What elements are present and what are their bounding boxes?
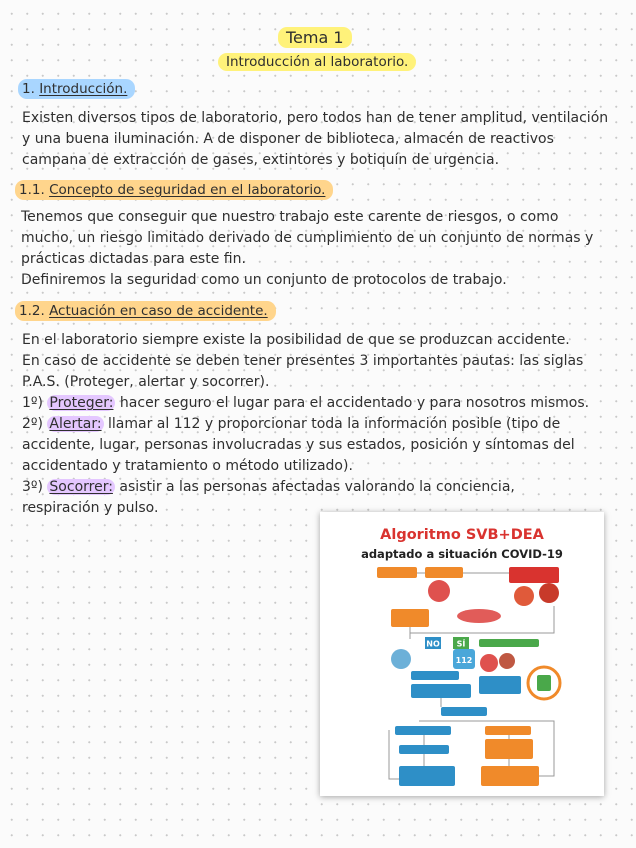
flowchart-diagram [329, 521, 595, 787]
text-line: respiración y pulso. [22, 500, 159, 516]
figure-title: Algoritmo SVB+DEA [380, 527, 544, 543]
flow-box [509, 567, 559, 583]
section-number: 1.1. [19, 182, 45, 198]
step-protect: 1º) Proteger: hacer seguro el lugar para el accidentado y para nosotros mismos. [22, 395, 590, 411]
flow-box [399, 745, 449, 754]
flow-box [399, 766, 455, 786]
flow-box [425, 567, 463, 578]
flow-box [391, 609, 429, 627]
virus-illustration [480, 654, 498, 672]
text-line: y una buena iluminación. A de disponer de biblioteca, almacén de reactivos [22, 131, 554, 147]
step-alert: 2º) Alertar: llamar al 112 y proporcionar toda la información posible (tipo de [22, 416, 561, 432]
step-help: 3º) Socorrer: asistir a las personas afectadas valorando la conciencia, [22, 479, 515, 495]
section-heading-accident [15, 301, 276, 321]
flow-box [481, 766, 539, 786]
person-illustration [391, 649, 411, 669]
text-line: Existen diversos tipos de laboratorio, pero todos han de tener amplitud, ventilación [22, 110, 609, 126]
step-label: Socorrer: [49, 479, 113, 495]
section-title: Introducción. [39, 81, 128, 97]
text-line: prácticas dictadas para este fin. [21, 251, 246, 267]
text-line: Definiremos la seguridad como un conjunto de protocolos de trabajo. [21, 272, 507, 288]
flow-box [411, 671, 459, 680]
page-subtitle: Introducción al laboratorio. [218, 53, 416, 71]
text-line: accidentado y tratamiento o método utilizado). [22, 458, 353, 474]
text-line: accidente, lugar, personas involucradas y sus estados, posición y síntomas del [22, 437, 575, 453]
virus-illustration [514, 586, 534, 606]
flow-box [411, 684, 471, 698]
accident-paragraph [22, 330, 589, 519]
section-title: Concepto de seguridad en el laboratorio. [49, 182, 326, 198]
text-line: mucho, un riesgo limitado derivado de cumplimiento de un conjunto de normas y [21, 230, 594, 246]
step-label: Proteger: [49, 395, 114, 411]
flow-box [441, 707, 487, 716]
section-number: 1. [22, 81, 35, 97]
figure-inner [329, 521, 595, 787]
flow-box [479, 639, 539, 647]
page-title: Tema 1 [278, 27, 352, 48]
safety-paragraph [21, 207, 593, 291]
intro-paragraph [22, 108, 608, 171]
flow-box [395, 726, 451, 735]
flow-box [485, 726, 531, 735]
si-label: SÍ [456, 639, 466, 649]
text-line: Tenemos que conseguir que nuestro trabajo este carente de riesgos, o como [21, 209, 559, 225]
text-line: P.A.S. (Proteger, alertar y socorrer). [22, 374, 270, 390]
flow-box [485, 739, 533, 759]
section-heading-safety [15, 180, 333, 200]
aed-device [537, 675, 551, 691]
person-illustration [428, 580, 450, 602]
flow-box [479, 676, 521, 694]
flow-box [377, 567, 417, 578]
virus-illustration [499, 653, 515, 669]
figure-subtitle: adaptado a situación COVID-19 [361, 547, 563, 561]
text-line: En el laboratorio siempre existe la posibilidad de que se produzcan accidente. [22, 332, 570, 348]
algorithm-figure [320, 512, 604, 796]
virus-illustration [539, 583, 559, 603]
section-heading-intro [18, 79, 135, 99]
no-label: NO [426, 639, 440, 649]
section-number: 1.2. [19, 303, 45, 319]
person-illustration [457, 609, 501, 623]
step-label: Alertar: [49, 416, 102, 432]
text-line: campana de extracción de gases, extintores y botiquín de urgencia. [22, 152, 500, 168]
section-title: Actuación en caso de accidente. [49, 303, 268, 319]
phone-number: 112 [455, 656, 473, 665]
text-line: En caso de accidente se deben tener presentes 3 importantes pautas: las siglas [22, 353, 584, 369]
